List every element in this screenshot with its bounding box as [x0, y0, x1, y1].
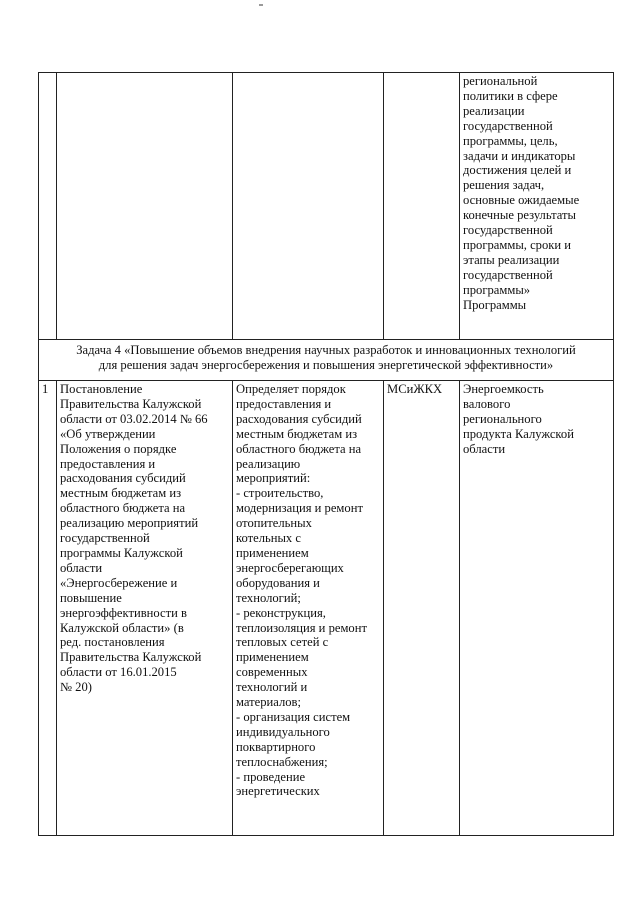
cell-act-empty	[57, 73, 233, 340]
table-row-item	[39, 381, 614, 836]
cell-act-content: Определяет порядок предоставления и расходования субсидий местным бюджетам из областного бюджета на реализацию мероприятий: - строительство, модернизация и ремонт отопительных котельных с применением энергосберегающих оборудования и технологий; - реконструкция, теплоизоляция и ремонт тепловых сетей с применением современных технологий и материалов; - организация систем индивидуального поквартирного теплоснабжения; - проведение энергетических	[233, 381, 384, 836]
task-heading: Задача 4 «Повышение объемов внедрения научных разработок и инновационных технологий для решения задач энергосбережения и повышения энергетической эффективности»	[39, 340, 614, 381]
cell-content-empty	[233, 73, 384, 340]
table-row-task	[39, 340, 614, 381]
measures-table	[38, 72, 614, 836]
table-row-continuation	[39, 73, 614, 340]
cell-item-number: 1	[39, 381, 57, 836]
cell-act-title: Постановление Правительства Калужской области от 03.02.2014 № 66 «Об утверждении Положения о порядке предоставления и расходования субсидий местным бюджетам из областного бюджета на реализацию мероприятий государственной программы Калужской области «Энергосбережение и повышение энергоэффективности в Калужской области» (в ред. постановления Правительства Калужской области от 16.01.2015 № 20)	[57, 381, 233, 836]
cell-goals-text: региональной политики в сфере реализации государственной программы, цель, задачи и индикаторы достижения целей и решения задач, основные ожидаемые конечные результаты государственной программы, сроки и этапы реализации государственной программы» Программы	[460, 73, 614, 340]
cell-number-empty	[39, 73, 57, 340]
cell-indicator: Энергоемкость валового регионального продукта Калужской области	[460, 381, 614, 836]
cell-executor-empty	[384, 73, 460, 340]
scan-mark	[259, 4, 263, 6]
cell-executor: МСиЖКХ	[384, 381, 460, 836]
